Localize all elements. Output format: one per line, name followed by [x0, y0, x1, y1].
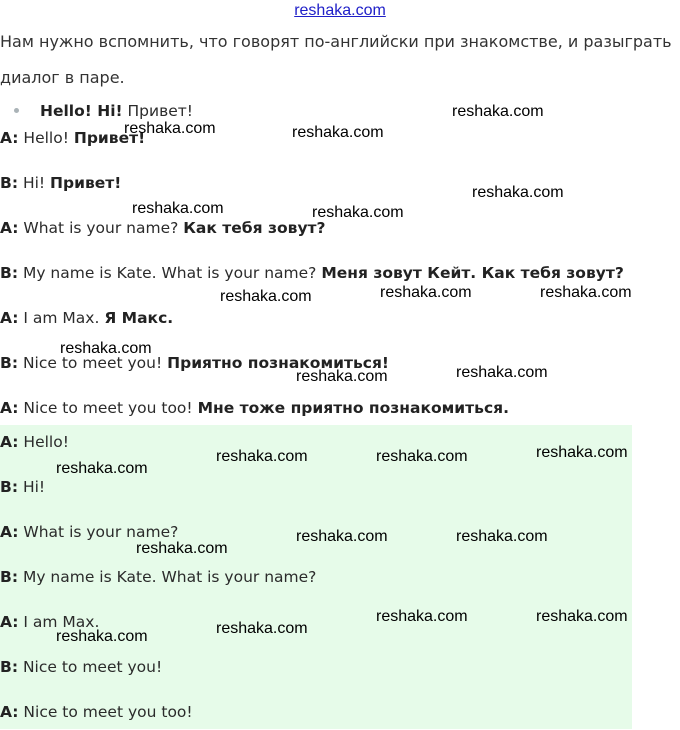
watermark: reshaka.com [376, 608, 468, 625]
english-text: Hi! [18, 478, 46, 496]
russian-text: Мне тоже приятно познакомиться. [197, 399, 509, 417]
speaker: A: [0, 433, 19, 451]
watermark: reshaka.com [216, 620, 308, 637]
russian-text: Как тебя зовут? [183, 219, 326, 237]
watermark: reshaka.com [56, 460, 148, 477]
english-text: My name is Kate. What is your name? [18, 568, 317, 586]
speaker: A: [0, 309, 19, 327]
dialog1-line-7 [0, 399, 509, 417]
english-text: Hello! [18, 433, 69, 451]
speaker: A: [0, 219, 19, 237]
russian-text: Приятно познакомиться! [167, 354, 389, 372]
english-text: I am Max. [18, 613, 100, 631]
speaker: B: [0, 478, 19, 496]
bullet-item [40, 102, 193, 120]
watermark: reshaka.com [456, 364, 548, 381]
english-text: Hello! [18, 129, 74, 147]
speaker: A: [0, 703, 19, 721]
dialog2-line-4 [0, 568, 316, 586]
speaker: A: [0, 613, 19, 631]
speaker: A: [0, 129, 19, 147]
dialog2-line-1 [0, 433, 69, 451]
dialog1-line-3 [0, 219, 326, 237]
watermark: reshaka.com [56, 628, 148, 645]
speaker: B: [0, 568, 19, 586]
speaker: B: [0, 354, 19, 372]
bullet-text: Привет! [122, 102, 194, 120]
dialog1-line-5 [0, 309, 173, 327]
english-text: What is your name? [18, 219, 184, 237]
watermark: reshaka.com [296, 528, 388, 545]
bullet-dot [14, 108, 19, 113]
watermark: reshaka.com [136, 540, 228, 557]
english-text: Nice to meet you! [18, 658, 163, 676]
watermark: reshaka.com [452, 103, 544, 120]
english-text: What is your name? [18, 523, 179, 541]
watermark: reshaka.com [536, 608, 628, 625]
watermark: reshaka.com [296, 368, 388, 385]
dialog2-line-7 [0, 703, 193, 721]
watermark: reshaka.com [220, 288, 312, 305]
bullet-bold: Hello! Hi! [40, 102, 123, 120]
watermark: reshaka.com [216, 448, 308, 465]
english-text: Nice to meet you too! [18, 703, 193, 721]
dialog2-line-6 [0, 658, 162, 676]
english-text: My name is Kate. What is your name? [18, 264, 322, 282]
dialog2-line-2 [0, 478, 45, 496]
russian-text: Привет! [50, 174, 122, 192]
dialog1-line-4 [0, 264, 624, 282]
watermark: reshaka.com [540, 284, 632, 301]
watermark: reshaka.com [124, 120, 216, 137]
speaker: B: [0, 658, 19, 676]
english-text: Hi! [18, 174, 51, 192]
speaker: B: [0, 174, 19, 192]
english-text: I am Max. [18, 309, 105, 327]
watermark: reshaka.com [380, 284, 472, 301]
intro-line-2: диалог в паре. [0, 68, 125, 87]
watermark: reshaka.com [536, 444, 628, 461]
site-logo-link[interactable]: reshaka.com [294, 2, 386, 19]
speaker: A: [0, 523, 19, 541]
dialog1-line-2 [0, 174, 121, 192]
watermark: reshaka.com [456, 528, 548, 545]
watermark: reshaka.com [132, 200, 224, 217]
english-text: Nice to meet you too! [18, 399, 198, 417]
english-text: Nice to meet you! [18, 354, 168, 372]
dialog2-line-3 [0, 523, 178, 541]
watermark: reshaka.com [472, 184, 564, 201]
speaker: A: [0, 399, 19, 417]
intro-line-1: Нам нужно вспомнить, что говорят по-английски при знакомстве, и разыграть [0, 32, 672, 51]
speaker: B: [0, 264, 19, 282]
russian-text: Привет! [73, 129, 146, 147]
russian-text: Я Макс. [104, 309, 174, 327]
watermark: reshaka.com [376, 448, 468, 465]
watermark: reshaka.com [312, 204, 404, 221]
watermark: reshaka.com [60, 340, 152, 357]
russian-text: Меня зовут Кейт. Как тебя зовут? [321, 264, 624, 282]
watermark: reshaka.com [292, 124, 384, 141]
